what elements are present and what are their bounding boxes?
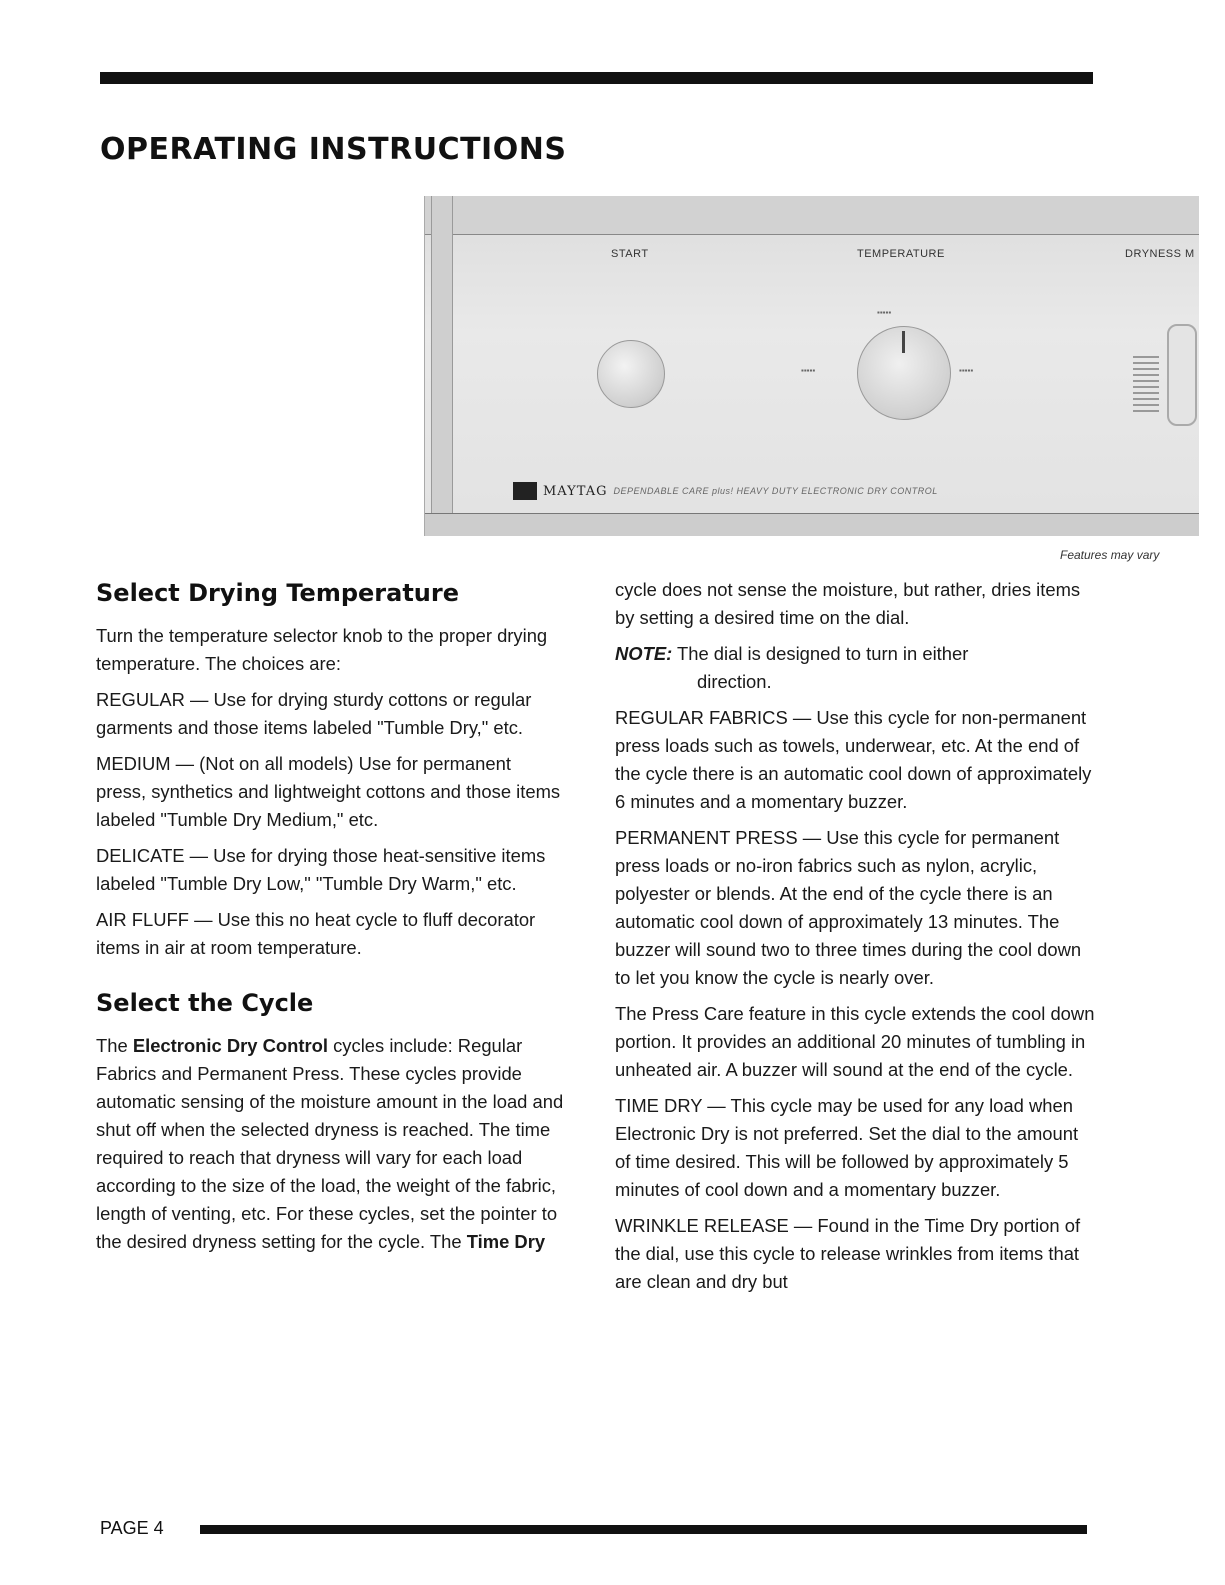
bold-term: Time Dry — [466, 1231, 546, 1252]
panel-label-dryness: DRYNESS M — [1125, 248, 1195, 260]
paragraph-air-fluff: AIR FLUFF — Use this no heat cycle to fluff decorator items in air at room temperature. — [96, 909, 536, 958]
cycle-text: cycles include: Regular Fabrics and Permanent Press. These cycles provide automatic sensing of the moisture amount in the load and shut off when the selected dryness is reached. The time required to reach that dryness will vary for each load according to the size of the load, the weight of the fabric, length of venting, etc. For these cycles, set the pointer to the desired dryness setting for the cycle. The — [96, 1035, 564, 1252]
paragraph-continued: cycle does not sense the moisture, but rather, dries items by setting a desired time on the dial. — [615, 579, 1081, 628]
section-heading-temperature: Select Drying Temperature — [96, 579, 459, 607]
paragraph-permanent-press: PERMANENT PRESS — Use this cycle for permanent press loads or no-iron fabrics such as nylon, acrylic, polyester or blends. At the end of the cycle there is an automatic cool down of approximately 13 minutes. The buzzer will sound two to three times during the cool down to let you know the cycle is nearly over. — [615, 827, 1082, 988]
panel-left-bar — [431, 196, 453, 536]
paragraph-medium: MEDIUM — (Not on all models) Use for permanent press, synthetics and lightweight cottons and those items labeled "Tumble Dry Medium," etc. — [96, 753, 561, 830]
knob-setting-mark: ▪▪▪▪▪ — [959, 366, 974, 375]
paragraph-regular-fabrics: REGULAR FABRICS — Use this cycle for non-permanent press loads such as towels, underwear, etc. At the end of the cycle there is an automatic cool down of approximately 6 minutes and a momentary buzzer. — [615, 707, 1092, 812]
brand-name: MAYTAG — [543, 483, 608, 499]
brand-tagline: DEPENDABLE CARE plus! HEAVY DUTY ELECTRONIC DRY CONTROL — [613, 486, 938, 496]
paragraph-press-care: The Press Care feature in this cycle extends the cool down portion. It provides an additional 20 minutes of tumbling in unheated air. A buzzer will sound at the end of the cycle. — [615, 1003, 1095, 1080]
panel-top-band — [425, 196, 1199, 235]
figure-caption: Features may vary — [1060, 548, 1160, 562]
page-title: OPERATING INSTRUCTIONS — [100, 132, 567, 167]
paragraph-intro: Turn the temperature selector knob to the proper drying temperature. The choices are: — [96, 625, 548, 674]
note-text: The dial is designed to turn in either — [672, 643, 969, 664]
top-rule — [100, 72, 1093, 84]
bottom-rule — [200, 1525, 1087, 1534]
section-heading-cycle: Select the Cycle — [96, 989, 314, 1017]
knob-pointer — [902, 331, 905, 353]
paragraph-cycle — [96, 1032, 566, 1256]
panel-label-start: START — [611, 248, 649, 260]
cycle-text: The — [96, 1035, 133, 1056]
paragraph-regular: REGULAR — Use for drying sturdy cottons or regular garments and those items labeled "Tumble Dry," etc. — [96, 689, 532, 738]
bold-term: Electronic Dry Control — [132, 1035, 328, 1056]
dryness-slider-icon — [1167, 324, 1197, 426]
panel-bottom-band — [425, 513, 1199, 536]
right-column — [615, 576, 1095, 1304]
dryness-scale — [1133, 356, 1159, 412]
note — [615, 640, 1095, 696]
paragraph-delicate: DELICATE — Use for drying those heat-sensitive items labeled "Tumble Dry Low," "Tumble Dry Warm," etc. — [96, 845, 546, 894]
paragraph-time-dry: TIME DRY — This cycle may be used for any load when Electronic Dry is not preferred. Set the dial to the amount of time desired. This will be followed by approximately 5 minutes of cool down and a momentary buzzer. — [615, 1095, 1079, 1200]
left-column — [96, 578, 566, 1264]
knob-setting-mark: ▪▪▪▪▪ — [801, 366, 816, 375]
page-number: PAGE 4 — [100, 1518, 164, 1538]
paragraph-wrinkle-release: WRINKLE RELEASE — Found in the Time Dry portion of the dial, use this cycle to release wrinkles from items that are clean and dry but — [615, 1215, 1081, 1292]
start-button-icon — [597, 340, 665, 408]
note-label: NOTE: — [615, 643, 673, 664]
temperature-knob-icon — [857, 326, 951, 420]
maytag-logo-icon — [513, 482, 537, 500]
knob-setting-mark: ▪▪▪▪▪ — [877, 308, 892, 317]
panel-brand-row — [513, 482, 938, 500]
control-panel-illustration — [424, 196, 1199, 536]
note-text: direction. — [697, 671, 772, 692]
panel-label-temperature: TEMPERATURE — [857, 248, 945, 260]
